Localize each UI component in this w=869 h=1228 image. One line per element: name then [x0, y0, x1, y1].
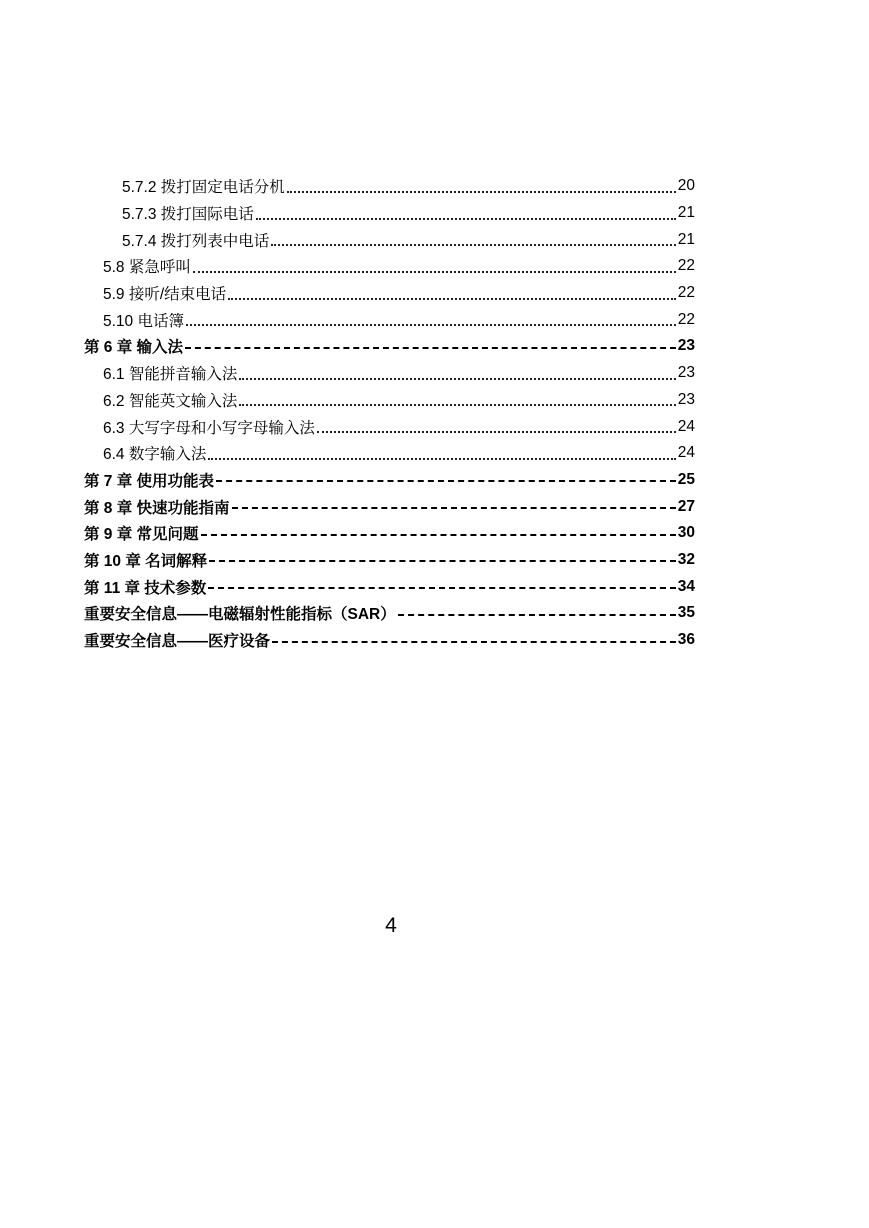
- toc-entry-page: 32: [677, 550, 695, 568]
- toc-entry-title: 6.2 智能英文输入法: [103, 392, 238, 410]
- toc-entry-title: 重要安全信息——医疗设备: [84, 633, 271, 651]
- toc-entry[interactable]: [0, 387, 869, 414]
- toc-entry[interactable]: [0, 200, 869, 227]
- toc-leader: [272, 640, 676, 643]
- toc-entry-title: 5.7.3 拨打国际电话: [122, 206, 254, 224]
- toc-entry-page: 21: [677, 204, 695, 222]
- toc-chapter-entry[interactable]: [0, 627, 869, 654]
- toc-entry-page: 20: [677, 177, 695, 195]
- toc-chapter-entry[interactable]: [0, 333, 869, 360]
- toc-entry-page: 23: [677, 337, 695, 355]
- toc-entry-page: 24: [677, 417, 695, 435]
- toc-entry[interactable]: [0, 253, 869, 280]
- toc-entry-page: 36: [677, 631, 695, 649]
- toc-leader: [239, 403, 675, 406]
- toc-entry-title: 5.8 紧急呼叫: [103, 259, 191, 277]
- toc-entry-page: 35: [677, 604, 695, 622]
- toc-leader: [317, 430, 676, 433]
- toc-leader: [256, 217, 676, 220]
- toc-entry-title: 6.3 大写字母和小写字母输入法: [103, 419, 315, 437]
- page-number: 4: [385, 914, 397, 937]
- toc-leader: [185, 346, 676, 349]
- toc-entry[interactable]: [0, 413, 869, 440]
- toc-entry-page: 21: [677, 230, 695, 248]
- toc-leader: [287, 190, 676, 193]
- toc-chapter-entry[interactable]: [0, 493, 869, 520]
- toc-entry[interactable]: [0, 360, 869, 387]
- toc-entry-title: 5.9 接听/结束电话: [103, 286, 227, 304]
- toc-entry-title: 第 9 章 常见问题: [84, 526, 199, 544]
- toc-entry[interactable]: [0, 173, 869, 200]
- toc-entry-page: 22: [677, 310, 695, 328]
- toc-leader: [228, 297, 676, 300]
- toc-chapter-entry[interactable]: [0, 600, 869, 627]
- toc-entry[interactable]: [0, 306, 869, 333]
- toc-leader: [209, 559, 676, 562]
- toc-chapter-entry[interactable]: [0, 467, 869, 494]
- toc-entry-title: 6.1 智能拼音输入法: [103, 366, 238, 384]
- toc-entry-title: 第 6 章 输入法: [84, 339, 184, 357]
- toc-leader: [239, 377, 675, 380]
- toc-entry-title: 5.7.2 拨打固定电话分机: [122, 179, 285, 197]
- toc-chapter-entry[interactable]: [0, 520, 869, 547]
- toc-leader: [201, 533, 676, 536]
- toc-entry-page: 34: [677, 577, 695, 595]
- toc-leader: [232, 506, 676, 509]
- toc-leader: [271, 243, 675, 246]
- toc-leader: [186, 323, 676, 326]
- toc-leader: [398, 613, 676, 616]
- toc-entry-title: 5.7.4 拨打列表中电话: [122, 232, 270, 250]
- toc-leader: [216, 479, 676, 482]
- toc-leader: [208, 457, 675, 460]
- toc-leader: [208, 586, 675, 589]
- toc-entry-page: 23: [677, 364, 695, 382]
- toc-entry-page: 27: [677, 497, 695, 515]
- toc-entry-title: 第 8 章 快速功能指南: [84, 499, 230, 517]
- toc-entry-page: 24: [677, 444, 695, 462]
- toc-entry-title: 第 11 章 技术参数: [84, 579, 207, 597]
- toc-entry-page: 22: [677, 284, 695, 302]
- toc-entry[interactable]: [0, 280, 869, 307]
- toc-entry-title: 第 10 章 名词解释: [84, 552, 208, 570]
- toc-entry[interactable]: [0, 440, 869, 467]
- toc-entry-page: 30: [677, 524, 695, 542]
- toc-entry[interactable]: [0, 226, 869, 253]
- table-of-contents: [0, 173, 869, 653]
- toc-entry-title: 5.10 电话簿: [103, 312, 184, 330]
- toc-entry-title: 第 7 章 使用功能表: [84, 472, 215, 490]
- toc-entry-title: 6.4 数字输入法: [103, 446, 207, 464]
- toc-entry-page: 25: [677, 470, 695, 488]
- toc-chapter-entry[interactable]: [0, 573, 869, 600]
- toc-chapter-entry[interactable]: [0, 547, 869, 574]
- toc-entry-page: 22: [677, 257, 695, 275]
- toc-entry-page: 23: [677, 390, 695, 408]
- toc-leader: [193, 270, 676, 273]
- toc-entry-title: 重要安全信息——电磁辐射性能指标（SAR）: [84, 606, 396, 624]
